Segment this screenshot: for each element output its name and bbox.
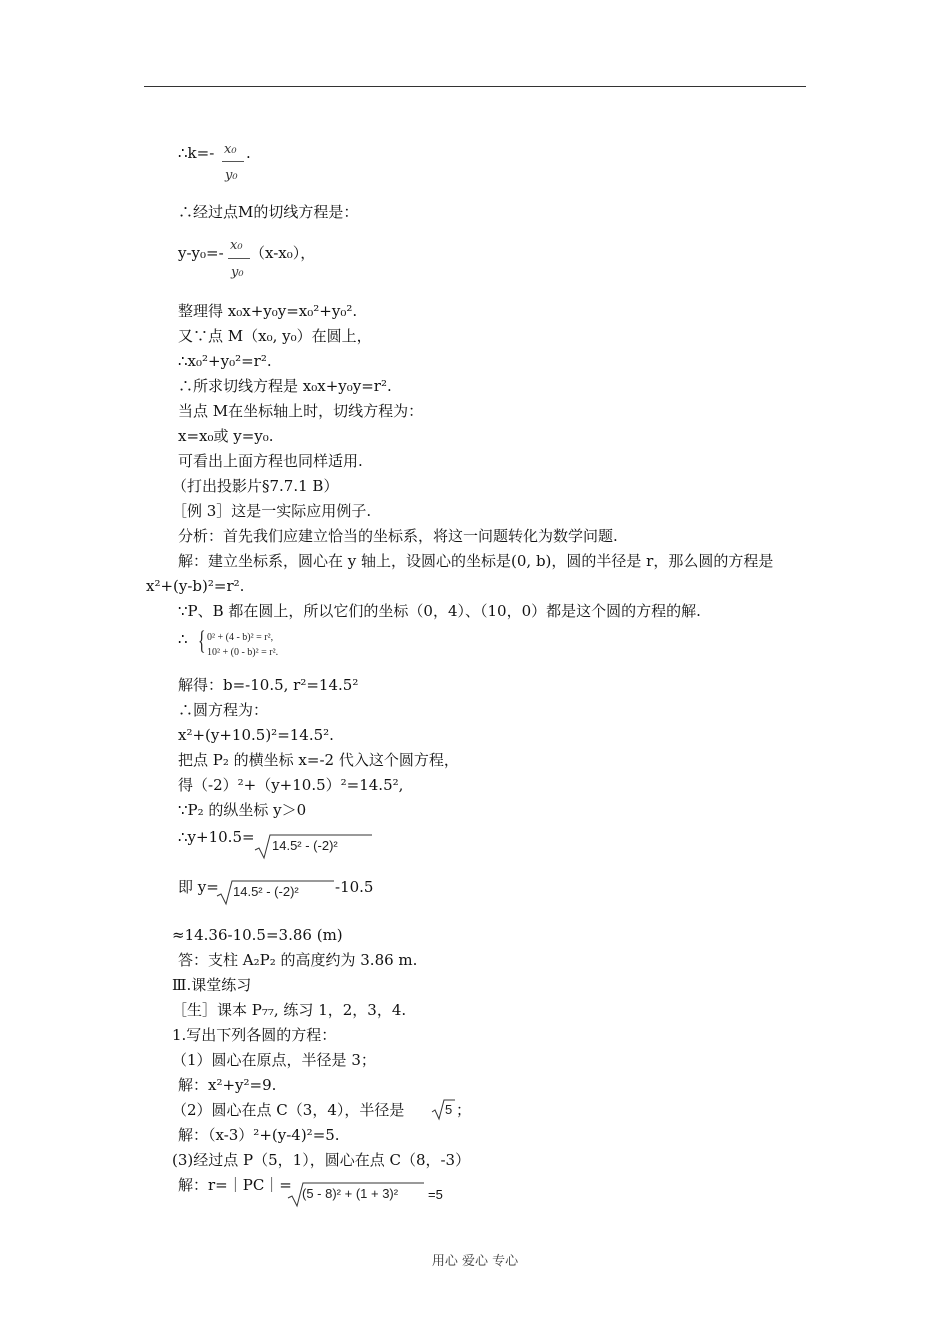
text-line: ∴经过点M的切线方程是： bbox=[178, 203, 359, 221]
text-line: ∴y+10.5= bbox=[178, 828, 255, 846]
fraction-bar bbox=[222, 161, 244, 162]
text-line: ∴k=- bbox=[178, 144, 215, 162]
text-line: -10.5 bbox=[335, 878, 374, 896]
text-line: =5 bbox=[428, 1187, 443, 1202]
radical-sign bbox=[431, 1099, 457, 1121]
text-line: ∵P、B 都在圆上，所以它们的坐标（0，4）、（10，0）都是这个圆的方程的解. bbox=[178, 602, 701, 620]
text-line: ∴所求切线方程是 x₀x+y₀y=r². bbox=[178, 377, 392, 395]
text-line: x²+(y+10.5)²=14.5². bbox=[178, 726, 334, 744]
text-line: y-y₀=- bbox=[178, 244, 224, 262]
text-line: 答：支柱 A₂P₂ 的高度约为 3.86 m. bbox=[178, 951, 418, 969]
text-line: 解得：b=-10.5, r²=14.5² bbox=[178, 676, 359, 694]
text-line: 分析：首先我们应建立恰当的坐标系，将这一问题转化为数学问题. bbox=[178, 527, 618, 545]
text-line: x=x₀或 y=y₀. bbox=[178, 427, 274, 445]
equation-line: 10² + (0 - b)² = r². bbox=[207, 647, 279, 658]
text-line: 解：建立坐标系，圆心在 y 轴上，设圆心的坐标是(0, b)，圆的半径是 r，那么圆的方程是 bbox=[178, 552, 774, 570]
brace-symbol: { bbox=[198, 626, 206, 655]
text-line: 得（-2）²+（y+10.5）²=14.5², bbox=[178, 776, 404, 794]
radical-content: 5 bbox=[445, 1102, 453, 1117]
radical-content: 14.5² - (-2)² bbox=[233, 884, 299, 899]
text-line: Ⅲ.课堂练习 bbox=[172, 976, 252, 994]
text-line: 把点 P₂ 的横坐标 x=-2 代入这个圆方程， bbox=[178, 751, 459, 769]
text-line: ； bbox=[456, 1101, 472, 1119]
text-line: x²+(y-b)²=r². bbox=[146, 577, 245, 595]
text-line: （打出投影片§7.7.1 B） bbox=[172, 477, 339, 495]
text-line: （1）圆心在原点，半径是 3； bbox=[172, 1051, 376, 1069]
text-line: ［生］课本 P₇₇, 练习 1，2，3，4. bbox=[172, 1001, 407, 1019]
text-line: 可看出上面方程也同样适用. bbox=[178, 452, 363, 470]
text-line: ∴圆方程为： bbox=[178, 701, 269, 719]
fraction-numerator: x₀ bbox=[224, 142, 237, 157]
text-line: ∵P₂ 的纵坐标 y＞0 bbox=[178, 801, 307, 819]
fraction-numerator: x₀ bbox=[230, 238, 243, 253]
text-line: 即 y= bbox=[178, 878, 219, 896]
fraction-bar bbox=[228, 258, 250, 259]
text-line: 又∵点 M（x₀, y₀）在圆上， bbox=[178, 327, 372, 345]
header-rule bbox=[144, 86, 806, 87]
text-line: (3)经过点 P（5，1），圆心在点 C（8，-3） bbox=[172, 1151, 471, 1169]
text-line: ∴ bbox=[178, 630, 188, 648]
radical-content: 14.5² - (-2)² bbox=[272, 838, 338, 853]
text-line: ≈14.36-10.5=3.86 (m) bbox=[172, 926, 343, 944]
text-line: （x-x₀）， bbox=[250, 244, 316, 262]
fraction-denominator: y₀ bbox=[231, 265, 244, 280]
fraction-denominator: y₀ bbox=[225, 168, 238, 183]
equation-line: 0² + (4 - b)² = r², bbox=[207, 632, 274, 643]
radical-content: (5 - 8)² + (1 + 3)² bbox=[302, 1186, 399, 1201]
text-line: . bbox=[246, 144, 251, 162]
text-line: 解：x²+y²=9. bbox=[178, 1076, 277, 1094]
text-line: 1.写出下列各圆的方程： bbox=[172, 1026, 337, 1044]
text-line: ［例 3］这是一实际应用例子. bbox=[172, 502, 372, 520]
page-footer: 用心 爱心 专心 bbox=[431, 1254, 519, 1269]
text-line: （2）圆心在点 C（3，4），半径是 bbox=[172, 1101, 405, 1119]
text-line: ∴x₀²+y₀²=r². bbox=[178, 352, 272, 370]
text-line: 当点 M在坐标轴上时，切线方程为： bbox=[178, 402, 424, 420]
text-line: 解：r=｜PC｜= bbox=[178, 1176, 292, 1194]
text-line: 整理得 x₀x+y₀y=x₀²+y₀². bbox=[178, 302, 358, 320]
text-line: 解：（x-3）²+(y-4)²=5. bbox=[178, 1126, 340, 1144]
